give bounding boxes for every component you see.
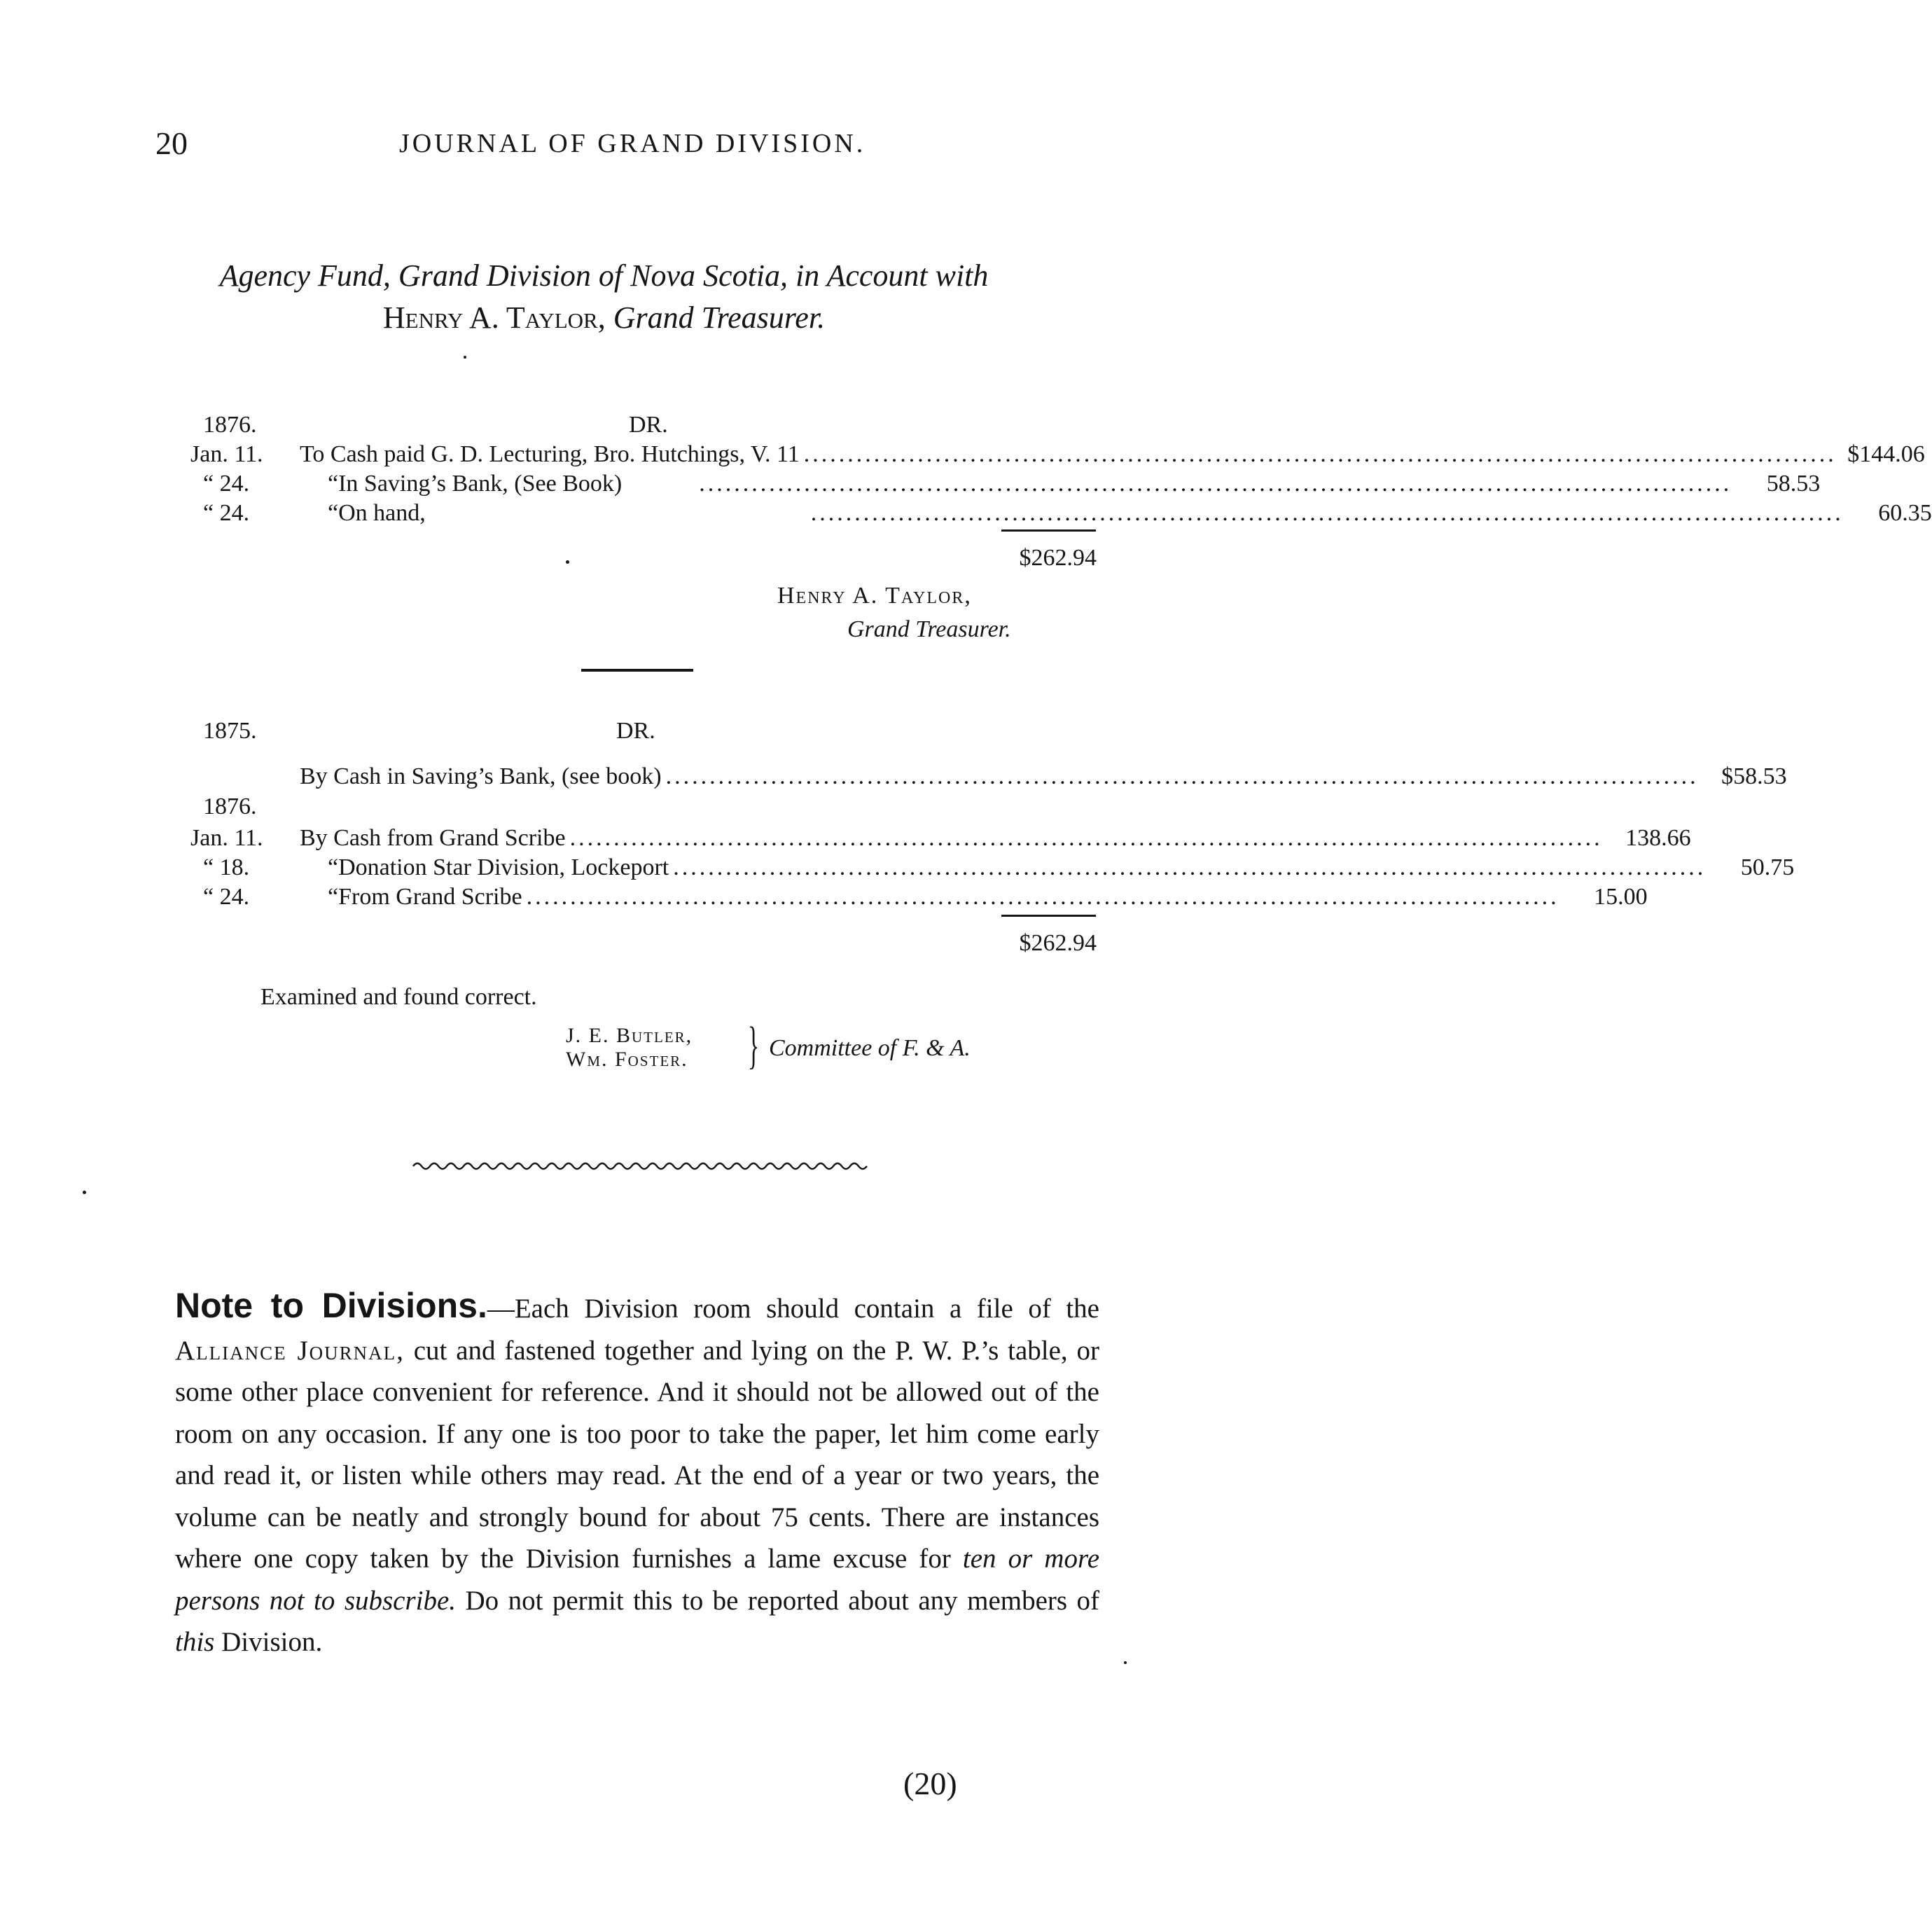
committee-member-2: Wm. Foster. — [566, 1048, 688, 1071]
account2-row2-desc: By Cash from Grand Scribe — [300, 825, 566, 851]
brace-glyph: } — [748, 1017, 759, 1074]
section-divider — [581, 669, 693, 672]
note-text-3: Do not permit this to be reported about any members of — [456, 1585, 1099, 1616]
account2-row2-date: Jan. 11. — [190, 825, 263, 851]
leader-dots: ...................................................................................................................... — [803, 441, 1837, 467]
account2-row3-ditto: “ — [328, 854, 339, 880]
account1-row3-amount: 60.35 — [1878, 500, 1932, 526]
wavy-ornament — [413, 1156, 868, 1177]
account-heading — [0, 258, 1208, 293]
account2-row3 — [328, 854, 1795, 881]
account2-row4-ditto: “ — [328, 884, 339, 910]
account1-signature-name: Henry A. Taylor, — [777, 583, 972, 609]
account2-row2 — [300, 825, 1691, 852]
account2-row4 — [328, 884, 1648, 910]
account1-row1-amount: $144.06 — [1847, 441, 1925, 467]
account1-signature-title: Grand Treasurer. — [847, 616, 1011, 642]
account1-side-label: DR. — [629, 412, 668, 438]
leader-dots: ...................................................................................................................... — [526, 884, 1559, 910]
account2-row3-amount: 50.75 — [1740, 854, 1795, 880]
note-italic-1: ten or more persons not to subscribe. — [175, 1544, 1100, 1616]
account1-row2-ditto: “ — [328, 471, 339, 497]
speck — [1124, 1661, 1127, 1664]
note-text-4: Division. — [214, 1627, 323, 1657]
account1-row1-desc: To Cash paid G. D. Lecturing, Bro. Hutchings, V. 11 — [300, 441, 800, 467]
note-text-2: cut and fastened together and lying on the P. W. P.’s table, or some other place convenient for reference. And it should not be allowed out of the room on any occasion. If any one is too poor to take the paper, let him come early and read it, or listen while others may read. At the end of a year or two years, the volume can be neatly and strongly bound for about 75 cents. There are instances where one copy taken by the Division furnishes a lame excuse for — [175, 1335, 1099, 1574]
account2-row4-desc: From Grand Scribe — [338, 884, 522, 910]
leader-dots: ...................................................................................................................... — [665, 763, 1699, 789]
account2-year2: 1876. — [203, 794, 257, 819]
committee-title: Committee of F. & A. — [769, 1035, 971, 1061]
account1-total: $262.94 — [1019, 545, 1097, 571]
leader-dots: ...................................................................................................................... — [569, 825, 1603, 851]
leader-dots: ...................................................................................................................... — [699, 471, 1732, 497]
examined-statement: Examined and found correct. — [260, 984, 537, 1010]
account1-row2-amount: 58.53 — [1766, 471, 1821, 497]
note-dash: — — [487, 1294, 515, 1324]
account2-total: $262.94 — [1019, 930, 1097, 956]
account2-year: 1875. — [203, 718, 257, 744]
leader-dots: ...................................................................................................................... — [673, 854, 1707, 880]
page-number: 20 — [155, 125, 188, 161]
account2-row3-date: “ 18. — [203, 854, 250, 880]
speck — [566, 560, 569, 564]
account-heading-line1: Agency Fund, Grand Division of Nova Scotia, in Account with — [219, 258, 989, 293]
account-heading-line2 — [0, 300, 1208, 335]
account2-row4-date: “ 24. — [203, 884, 250, 910]
account2-row1 — [300, 763, 1787, 790]
treasurer-name: Henry A. Taylor, — [382, 300, 606, 335]
running-title: JOURNAL OF GRAND DIVISION. — [399, 129, 866, 158]
footer-page-number: (20) — [903, 1766, 957, 1801]
speck — [464, 356, 466, 359]
account2-row3-desc: Donation Star Division, Lockeport — [338, 854, 669, 880]
leader-dots: ...................................................................................................................... — [810, 500, 1844, 526]
account1-row3-date: “ 24. — [203, 500, 250, 526]
treasurer-role: Grand Treasurer. — [613, 300, 826, 335]
account1-year: 1876. — [203, 412, 257, 438]
committee-member-1: J. E. Butler, — [566, 1024, 693, 1047]
note-italic-2: this — [175, 1627, 215, 1657]
speck — [83, 1191, 86, 1194]
account2-row4-amount: 15.00 — [1594, 884, 1648, 910]
account1-row2-date: “ 24. — [203, 471, 250, 497]
account1-row1 — [300, 441, 1925, 468]
account1-row3-ditto: “ — [328, 500, 339, 526]
note-heading: Note to Divisions. — [175, 1286, 487, 1325]
sum-rule — [1001, 915, 1096, 917]
note-text-1: Each Division room should contain a file of the — [514, 1294, 1099, 1324]
account2-row1-amount: $58.53 — [1721, 763, 1787, 789]
account1-row3 — [328, 500, 1932, 527]
account2-row2-amount: 138.66 — [1625, 825, 1691, 851]
account1-row2 — [328, 471, 1821, 497]
account2-row1-desc: By Cash in Saving’s Bank, (see book) — [300, 763, 662, 789]
account1-row1-date: Jan. 11. — [190, 441, 263, 467]
note-journal-name: Alliance Journal, — [175, 1335, 405, 1366]
committee-names — [566, 1024, 693, 1072]
account1-row3-desc: On hand, — [338, 500, 426, 526]
account2-side-label: DR. — [616, 718, 655, 744]
sum-rule — [1001, 529, 1096, 532]
note-paragraph — [175, 1285, 1099, 1663]
account1-row2-desc: In Saving’s Bank, (See Book) — [338, 471, 623, 497]
